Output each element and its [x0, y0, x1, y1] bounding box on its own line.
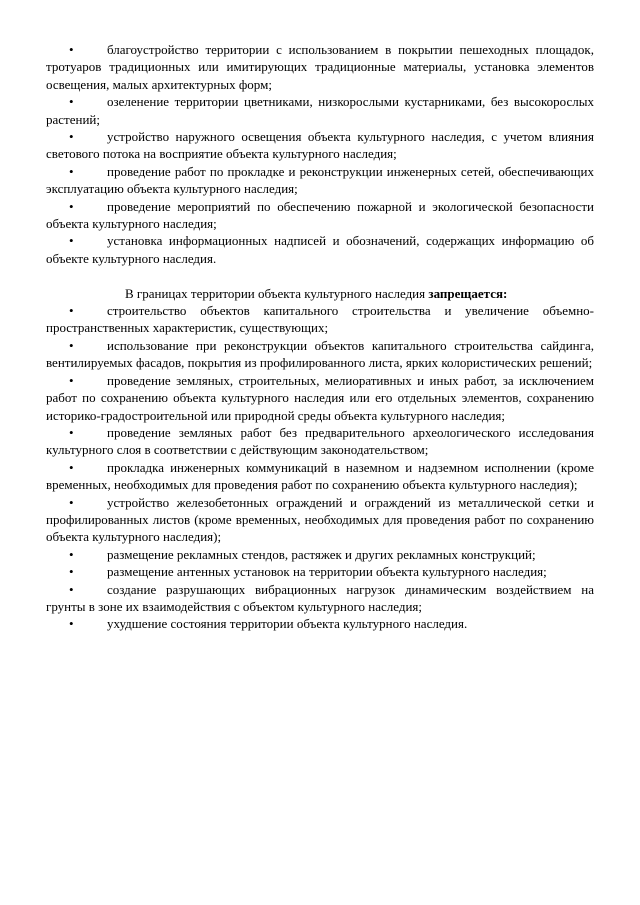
- list-item-text: создание разрушающих вибрационных нагрузок динамическим воздействием на грунты в зоне их взаимодействия с объектом культурного наследия;: [46, 581, 594, 614]
- bullet-icon: •: [69, 581, 74, 597]
- bullet-icon: •: [69, 233, 74, 249]
- allowed-works-list: [46, 41, 594, 267]
- list-item-text: установка информационных надписей и обозначений, содержащих информацию об объекте культурного наследия.: [46, 233, 594, 266]
- bullet-icon: •: [69, 94, 74, 110]
- bullet-icon: •: [69, 42, 74, 57]
- list-item: [46, 563, 594, 580]
- list-item: [46, 163, 594, 198]
- bullet-icon: •: [69, 616, 74, 632]
- list-item-text: размещение рекламных стендов, растяжек и других рекламных конструкций;: [107, 546, 536, 562]
- list-item-text: устройство железобетонных ограждений и ограждений из металлической сетки и профилированных листов (кроме временных, необходимых для проведения работ по сохранению объекта культурного наследия);: [46, 494, 594, 545]
- bullet-icon: •: [69, 424, 74, 440]
- list-item-text: устройство наружного освещения объекта культурного наследия, с учетом влияния светового потока на восприятие объекта культурного наследия;: [46, 129, 594, 162]
- list-item: [46, 494, 594, 546]
- bullet-icon: •: [69, 303, 74, 319]
- list-item-text: озеленение территории цветниками, низкорослыми кустарниками, без высокорослых растений;: [46, 94, 594, 127]
- list-item: [46, 372, 594, 424]
- list-item-text: проведение земляных работ без предварительного археологического исследования культурного слоя в соответствии с действующим законодательством;: [46, 424, 594, 458]
- prohibited-works-list: [46, 302, 594, 633]
- list-item: [46, 198, 594, 233]
- intro-bold: запрещается:: [428, 285, 508, 301]
- list-item-text: проведение мероприятий по обеспечению пожарной и экологической безопасности объекта культурного наследия;: [46, 198, 594, 232]
- bullet-icon: •: [69, 546, 74, 562]
- list-item: [46, 302, 594, 337]
- list-item-text: благоустройство территории с использованием в покрытии пешеходных площадок, тротуаров традиционных или имитирующих традиционные материалы, установка элементов освещения, малых архитектурных форм;: [46, 42, 594, 92]
- intro-text: В границах территории объекта культурного наследия: [125, 285, 429, 301]
- list-item: [46, 128, 594, 163]
- list-item: [46, 615, 594, 632]
- list-item: [46, 337, 594, 372]
- bullet-icon: •: [69, 459, 74, 475]
- bullet-icon: •: [69, 163, 74, 179]
- bullet-icon: •: [69, 372, 74, 388]
- bullet-icon: •: [69, 337, 74, 353]
- list-item-text: использование при реконструкции объектов капитального строительства сайдинга, вентилируемых фасадов, покрытия из профилированного листа, ярких колористических решений;: [46, 337, 594, 371]
- list-item: [46, 93, 594, 128]
- list-item-text: строительство объектов капитального строительства и увеличение объемно-пространственных характеристик, существующих;: [46, 303, 594, 336]
- list-item: [46, 459, 594, 494]
- list-item-text: прокладка инженерных коммуникаций в наземном и надземном исполнении (кроме временных, необходимых для проведения работ по сохранению объекта культурного наследия);: [46, 459, 594, 493]
- bullet-icon: •: [69, 198, 74, 214]
- list-item-text: размещение антенных установок на территории объекта культурного наследия;: [107, 564, 547, 580]
- list-item: [46, 232, 594, 267]
- list-item: [46, 581, 594, 616]
- list-item: [46, 546, 594, 563]
- bullet-icon: •: [69, 564, 74, 580]
- list-item: [46, 424, 594, 459]
- prohibition-intro: [107, 285, 594, 302]
- list-item-text: проведение работ по прокладке и реконструкции инженерных сетей, обеспечивающих эксплуатацию объекта культурного наследия;: [46, 163, 594, 197]
- list-item-text: ухудшение состояния территории объекта культурного наследия.: [107, 616, 468, 632]
- bullet-icon: •: [69, 129, 74, 145]
- list-item-text: проведение земляных, строительных, мелиоративных и иных работ, за исключением работ по сохранению объекта культурного наследия или его отдельных элементов, сохранению историко-градостроительной или природной среды объекта культурного наследия;: [46, 372, 594, 423]
- list-item: [46, 41, 594, 93]
- bullet-icon: •: [69, 494, 74, 510]
